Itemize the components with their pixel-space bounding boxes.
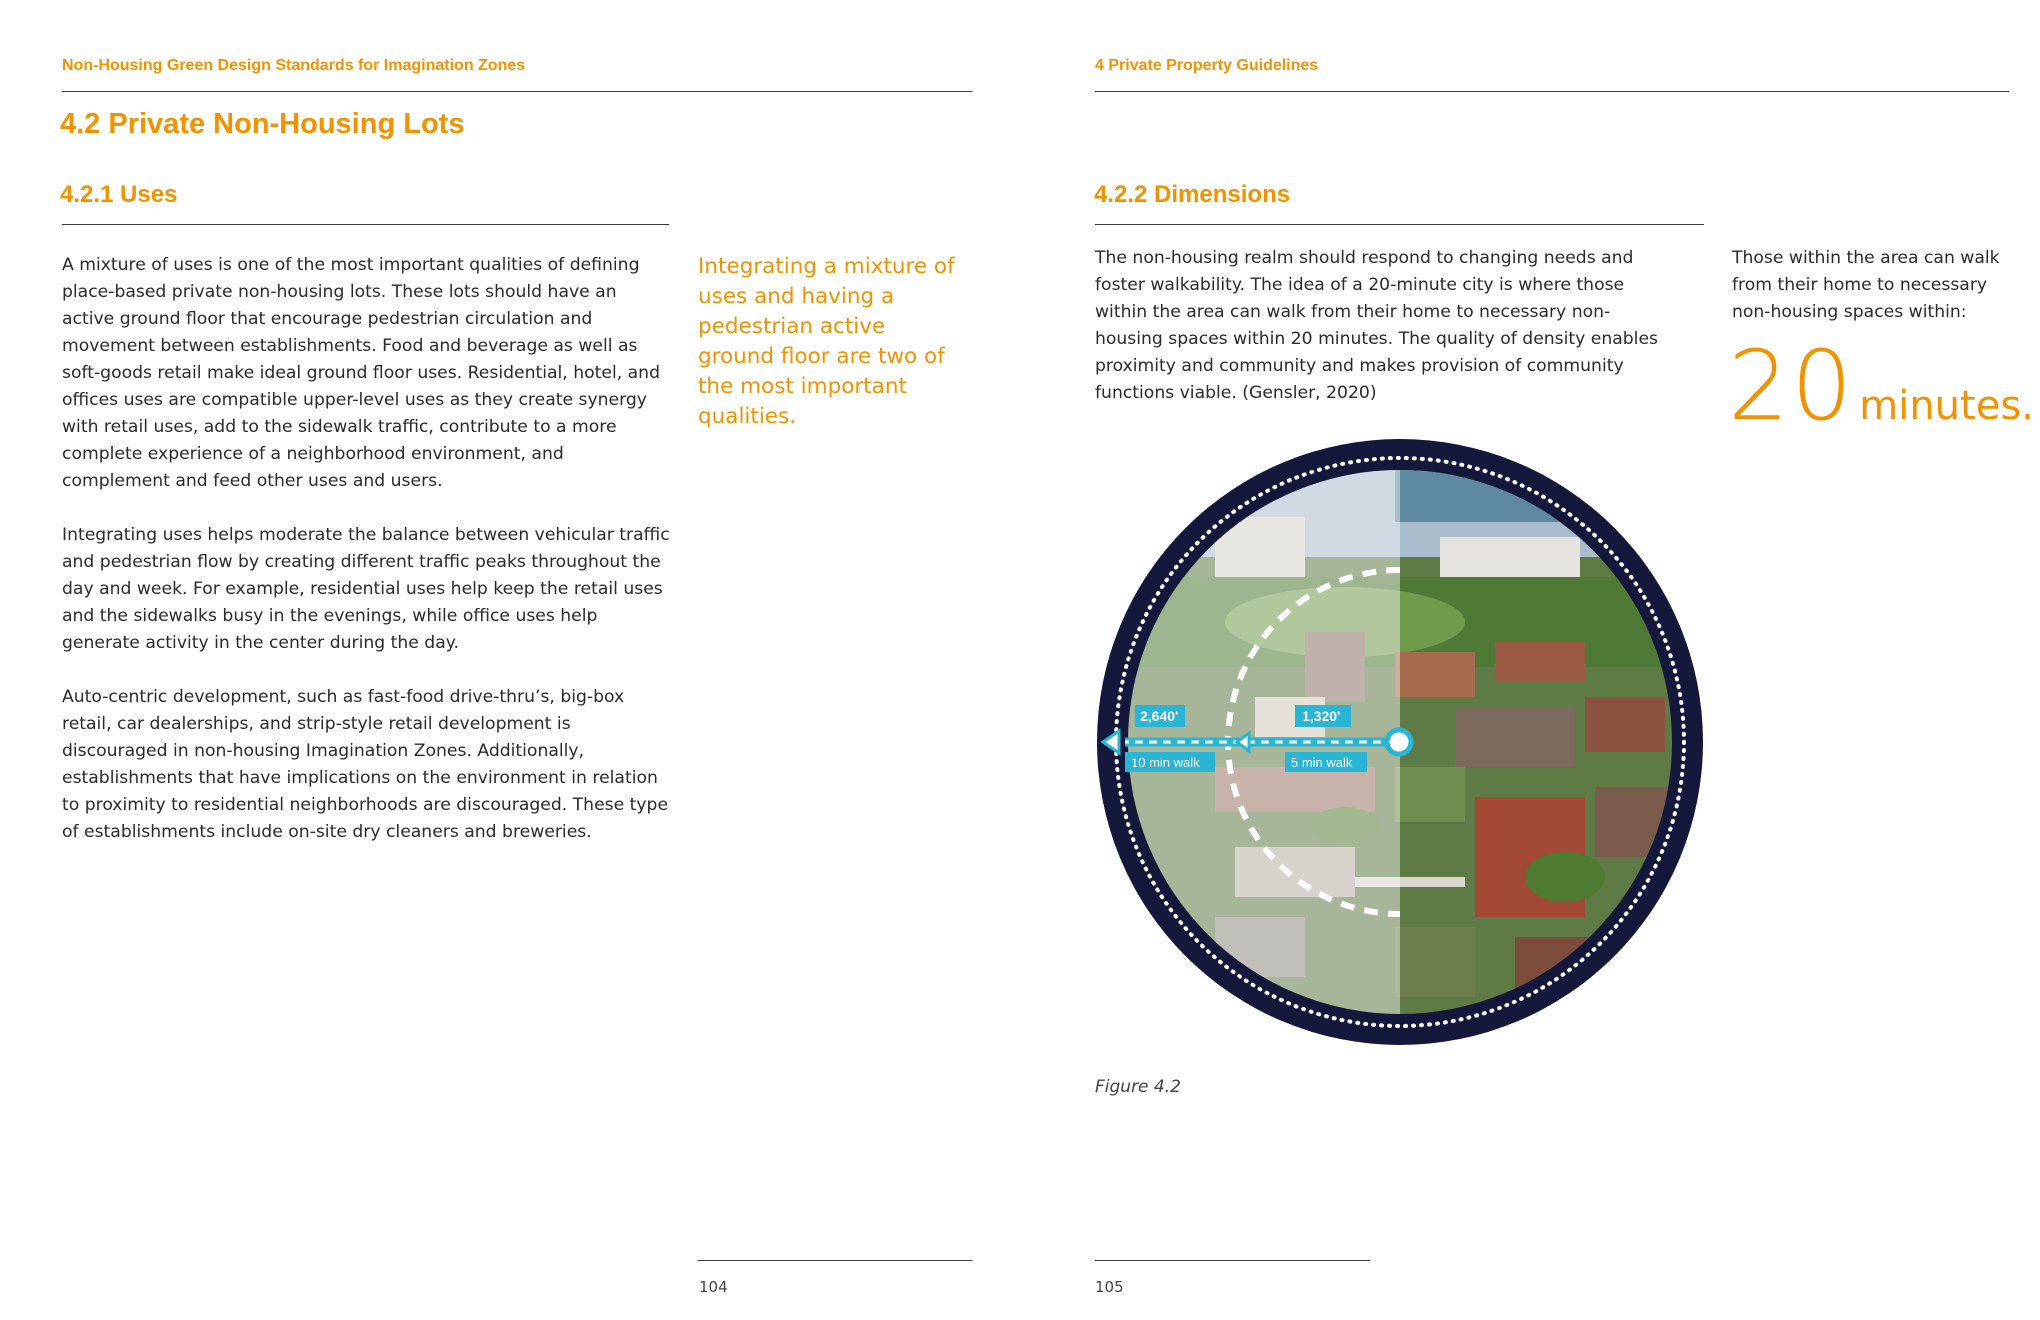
section-title: 4.2 Private Non-Housing Lots (60, 108, 465, 140)
callout-figure (1728, 330, 2034, 442)
outer-walk-label: 10 min walk (1131, 755, 1200, 770)
header-rule-right (1095, 91, 2009, 92)
inner-walk-label: 5 min walk (1291, 755, 1353, 770)
uses-paragraph-3: Auto-centric development, such as fast-food drive-thru’s, big-box retail, car dealerships, and strip-style retail development is discouraged in non-housing Imagination Zones. Additionally, establishments that have implications on the environment in relation to proximity to residential neighborhoods are discouraged. These type of establishments include on-site dry cleaners and breweries. (62, 687, 669, 842)
footer-rule-right (1095, 1260, 1370, 1261)
subsection-rule-dimensions (1095, 224, 1704, 225)
figure-caption: Figure 4.2 (1095, 1077, 1181, 1097)
page-number-right: 105 (1095, 1278, 1124, 1296)
subsection-rule-uses (62, 224, 669, 225)
callout-unit: minutes. (1859, 383, 2034, 429)
page-number-left: 104 (699, 1278, 728, 1296)
subsection-title-uses: 4.2.1 Uses (60, 181, 178, 208)
walkability-diagram (1095, 437, 1705, 1047)
outer-distance-label: 2,640' (1140, 708, 1179, 724)
subsection-title-dimensions: 4.2.2 Dimensions (1094, 181, 1291, 208)
origin-point (1387, 730, 1411, 754)
dimensions-paragraph: The non-housing realm should respond to changing needs and foster walkability. The idea of a 20-minute city is where those within the area can walk from their home to necessary non-housing spaces within 20 minutes. The quality of density enables proximity and community and makes provision of community functions viable. (Gensler, 2020) (1095, 248, 1658, 403)
footer-rule-left (698, 1260, 972, 1261)
running-head-left: Non-Housing Green Design Standards for Imagination Zones (62, 57, 526, 74)
uses-paragraph-1: A mixture of uses is one of the most important qualities of defining place-based private non-housing lots. These lots should have an active ground floor that encourage pedestrian circulation and movement between establishments. Food and beverage as well as soft-goods retail make ideal ground floor uses. Residential, hotel, and offices uses are compatible upper-level uses as they create synergy with retail uses, add to the sidewalk traffic, contribute to a more complete experience of a neighborhood environment, and complement and feed other uses and users. (62, 255, 660, 491)
pull-quote: Integrating a mixture of uses and having a pedestrian active ground floor are two of the most important qualities. (698, 254, 955, 429)
walkability-figure (1095, 437, 1705, 1047)
callout-number: 20 (1728, 330, 1855, 442)
callout-text: Those within the area can walk from their home to necessary non-housing spaces within: (1732, 248, 2000, 322)
uses-body (62, 252, 674, 873)
uses-paragraph-2: Integrating uses helps moderate the balance between vehicular traffic and pedestrian flow by creating different traffic peaks throughout the day and week. For example, residential uses help keep the retail uses and the sidewalks busy in the evenings, while office uses help generate activity in the center during the day. (62, 525, 670, 653)
inner-distance-label: 1,320' (1302, 708, 1341, 724)
running-head-right: 4 Private Property Guidelines (1095, 57, 1319, 74)
header-rule-left (62, 91, 972, 92)
